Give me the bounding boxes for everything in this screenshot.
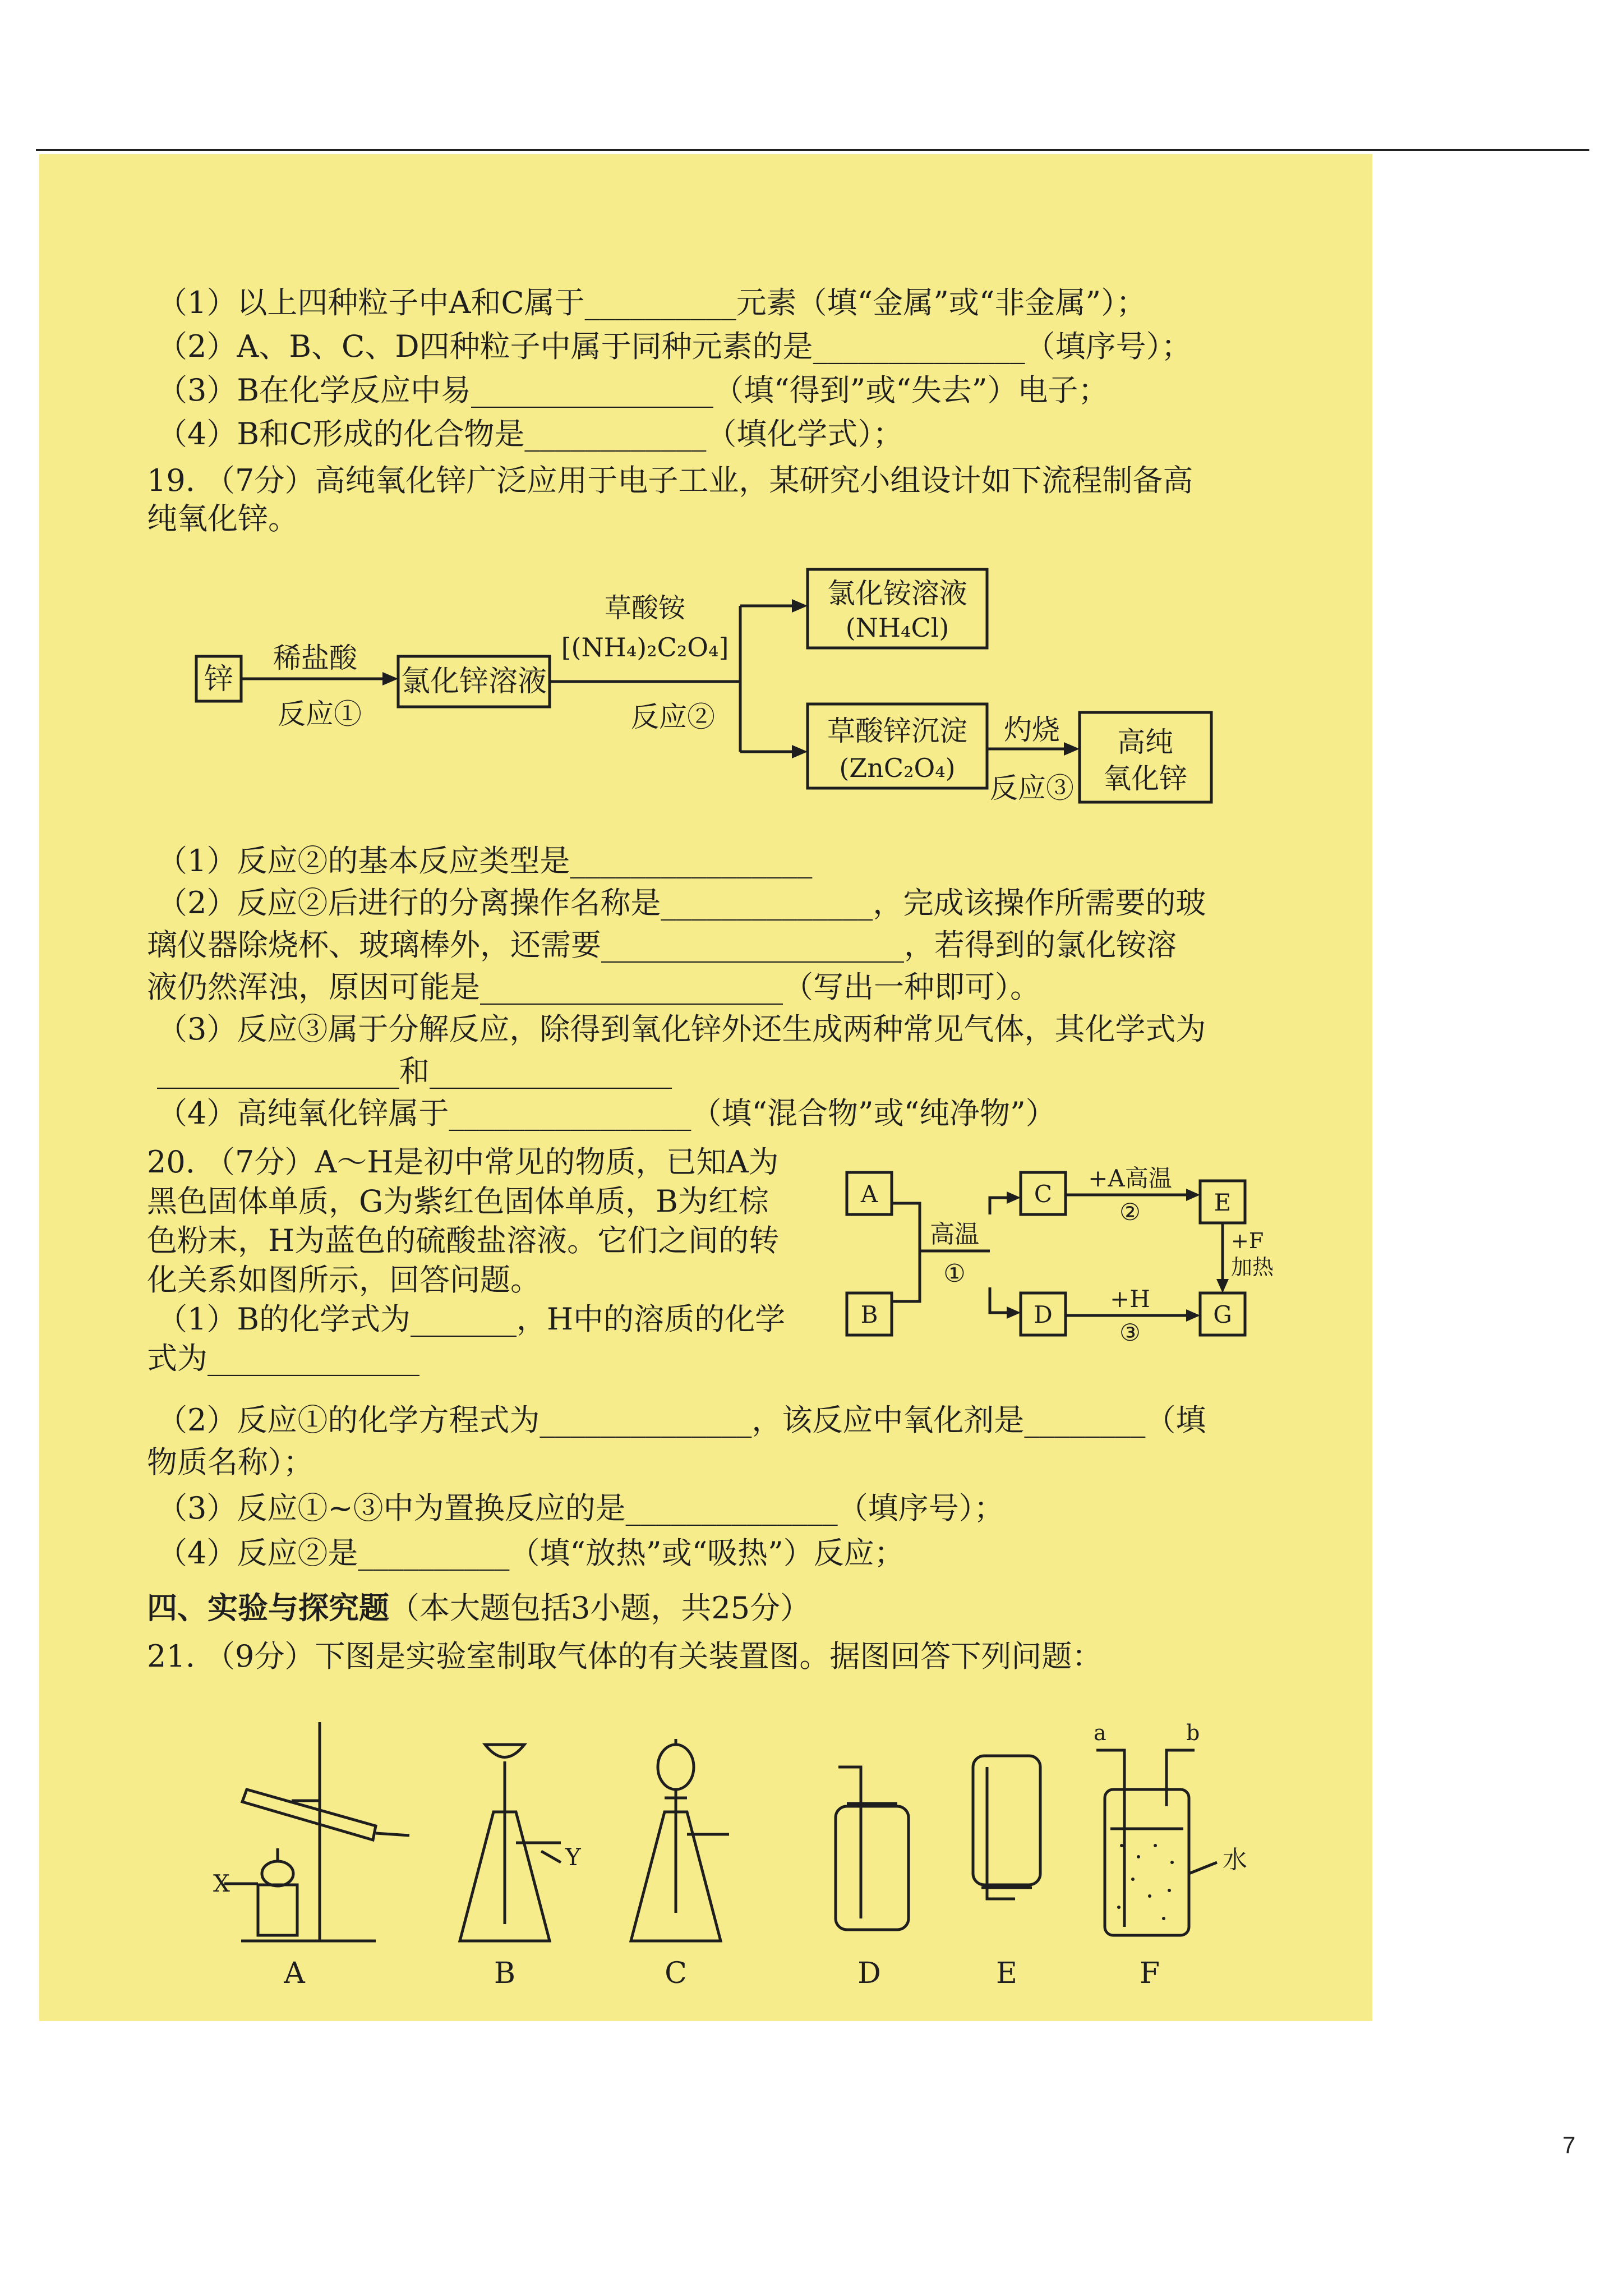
flow-reaction1: 反应①	[278, 698, 362, 730]
flow-reagent-formula: [(NH₄)₂C₂O₄]	[561, 632, 729, 662]
flow-reaction3: 反应③	[990, 772, 1074, 804]
q20-line-6: 式为______________	[147, 1341, 419, 1376]
q21-intro: 21. （9分）下图是实验室制取气体的有关装置图。据图回答下列问题：	[147, 1639, 1103, 1674]
flow-zncl2: 氯化锌溶液	[400, 665, 547, 698]
q20-line-10: （4）反应②是__________（填“放热”或“吸热”）反应；	[157, 1535, 905, 1571]
apparatus-f	[1096, 1750, 1217, 1935]
q20-line-2: 黑色固体单质，G为紫红色固体单质，B为红棕	[147, 1184, 769, 1219]
q20-line-4: 化关系如图所示，回答问题。	[147, 1262, 541, 1297]
apparatus-label-d: D	[857, 1957, 881, 1990]
label-reaction3: ③	[1119, 1319, 1141, 1346]
q19-line-6: ________________和________________	[157, 1053, 672, 1089]
label-reaction1: ①	[943, 1259, 966, 1288]
flow-reaction2: 反应②	[631, 701, 715, 733]
q20-line-8: 物质名称）；	[147, 1444, 313, 1480]
apparatus-b	[460, 1745, 561, 1941]
flow-ignite-label: 灼烧	[1004, 714, 1060, 746]
label-c-to-e: +A高温	[1088, 1165, 1172, 1192]
section-4-note: （本大题包括3小题，共25分）	[389, 1590, 811, 1626]
q20-transformation-diagram	[836, 1156, 1284, 1358]
q20-line-3: 色粉末，H为蓝色的硫酸盐溶液。它们之间的转	[147, 1223, 780, 1258]
apparatus-label-b: B	[494, 1957, 516, 1990]
label-b: b	[1186, 1720, 1200, 1745]
node-g: G	[1213, 1301, 1232, 1328]
q19-line-7: （4）高纯氧化锌属于________________（填“混合物”或“纯净物”）	[157, 1096, 1056, 1131]
flow-zno-line2: 氧化锌	[1103, 762, 1187, 795]
apparatus-d	[836, 1767, 909, 1930]
flow-zno-line1: 高纯	[1117, 726, 1173, 758]
label-high-temp: 高温	[930, 1220, 979, 1249]
label-plus-h: +H	[1110, 1285, 1150, 1313]
node-b: B	[860, 1301, 878, 1328]
q18-item-1: （1）以上四种粒子中A和C属于__________元素（填“金属”或“非金属”）；	[157, 285, 1147, 320]
apparatus-e	[973, 1756, 1040, 1899]
header-rule	[36, 149, 1589, 151]
flow-reagent-name: 草酸铵	[604, 592, 686, 624]
flow-znc2o4-name: 草酸锌沉淀	[827, 715, 967, 747]
apparatus-label-c: C	[665, 1957, 687, 1990]
node-d: D	[1034, 1301, 1053, 1328]
node-a: A	[860, 1180, 878, 1208]
flow-hcl-label: 稀盐酸	[273, 642, 357, 674]
q19-line-4: 液仍然浑浊，原因可能是____________________（写出一种即可）。	[147, 969, 1040, 1005]
node-c: C	[1034, 1180, 1053, 1208]
apparatus-label-a: A	[284, 1957, 305, 1990]
q19-line-5: （3）反应③属于分解反应，除得到氧化锌外还生成两种常见气体，其化学式为	[157, 1011, 1206, 1047]
label-y: Y	[565, 1843, 581, 1871]
section-4-heading	[147, 1590, 810, 1626]
q19-line-2: （2）反应②后进行的分离操作名称是______________，完成该操作所需要的玻	[157, 885, 1206, 921]
q20-line-1: 20. （7分）A～H是初中常见的物质，已知A为	[147, 1144, 779, 1180]
apparatus-a	[224, 1722, 409, 1941]
q19-intro-line2: 纯氧化锌。	[147, 501, 298, 536]
apparatus-label-f: F	[1139, 1957, 1160, 1990]
node-e: E	[1214, 1189, 1232, 1216]
q18-item-3: （3）B在化学反应中易________________（填“得到”或“失去”）电子；	[157, 372, 1109, 408]
flow-nh4cl-name: 氯化铵溶液	[827, 577, 967, 610]
q19-line-3: 璃仪器除烧杯、玻璃棒外，还需要____________________，若得到的氯化铵溶	[147, 927, 1177, 963]
flow-nh4cl-formula: (NH₄Cl)	[845, 613, 949, 643]
lab-apparatus-figure	[191, 1705, 1279, 1997]
flow-zinc: 锌	[204, 662, 234, 696]
label-water: 水	[1223, 1846, 1247, 1874]
q20-line-7: （2）反应①的化学方程式为______________，该反应中氧化剂是________（填	[157, 1402, 1206, 1438]
q19-line-1: （1）反应②的基本反应类型是________________	[157, 843, 813, 878]
label-reaction2: ②	[1119, 1198, 1141, 1226]
q20-line-9: （3）反应①~③中为置换反应的是______________（填序号）；	[157, 1490, 1004, 1526]
q20-line-5: （1）B的化学式为_______，H中的溶质的化学	[157, 1301, 786, 1337]
label-a: a	[1094, 1720, 1106, 1745]
label-x: X	[213, 1870, 230, 1897]
q18-item-4: （4）B和C形成的化合物是____________（填化学式）；	[157, 416, 903, 452]
page-number: 7	[1562, 2132, 1576, 2158]
zinc-oxide-flowchart	[185, 561, 1251, 830]
apparatus-label-e: E	[996, 1957, 1017, 1990]
q18-item-2: （2）A、B、C、D四种粒子中属于同种元素的是______________（填序号）；	[157, 329, 1192, 364]
label-heating: 加热	[1231, 1255, 1274, 1280]
q19-intro-line1: 19. （7分）高纯氧化锌广泛应用于电子工业，某研究小组设计如下流程制备高	[147, 463, 1193, 498]
section-4-title: 四、实验与探究题	[147, 1590, 389, 1626]
apparatus-c	[631, 1739, 729, 1941]
flow-znc2o4-formula: (ZnC₂O₄)	[839, 753, 956, 783]
label-plus-f: +F	[1231, 1228, 1264, 1253]
